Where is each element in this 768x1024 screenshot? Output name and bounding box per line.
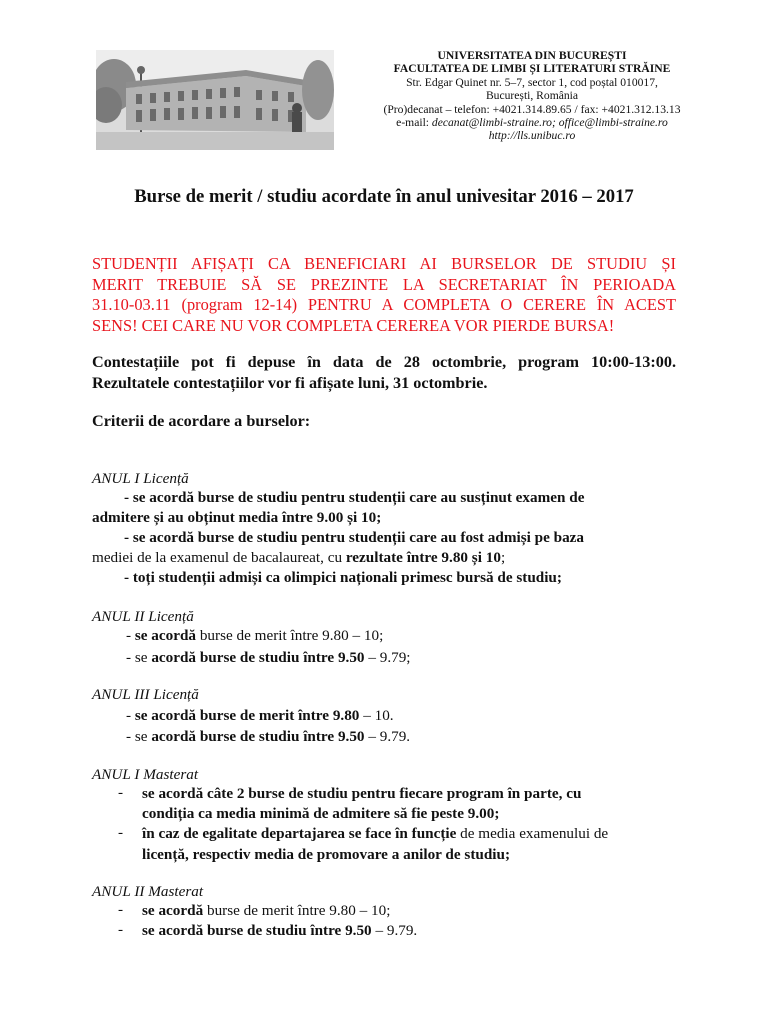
anul1-master-item2-bullet: - xyxy=(118,824,124,841)
anul1-master-item2-rest: de media examenului de xyxy=(456,825,609,842)
anul2-licenta-item2-prefix: - se xyxy=(126,649,152,666)
anul2-master-item2 xyxy=(142,921,417,942)
anul1-licenta-item2-bold: rezultate între 9.80 și 10 xyxy=(345,549,501,566)
section-anul1-master-title: ANUL I Masterat xyxy=(92,766,199,783)
anul3-licenta-item1-bold: se acordă burse de merit între 9.80 xyxy=(134,707,360,724)
section-anul3-licenta-title: ANUL III Licență xyxy=(92,686,199,703)
page-title: Burse de merit / studiu acordate în anul univesitar 2016 – 2017 xyxy=(134,186,634,207)
anul3-licenta-item1-rest: – 10. xyxy=(359,707,394,724)
section-anul1-licenta-title: ANUL I Licență xyxy=(92,470,189,487)
anul2-licenta-item1-rest: burse de merit între 9.80 – 10; xyxy=(196,627,384,644)
anul2-master-item2-rest: – 9.79. xyxy=(371,922,418,939)
notice-line-4: SENS! CEI CARE NU VOR COMPLETA CEREREA VOR PIERDE BURSA! xyxy=(92,315,615,335)
anul1-master-item1-line2: condiția ca media minimă de admitere să fie peste 9.00; xyxy=(142,805,500,822)
contest-info xyxy=(92,352,676,393)
email-addresses[interactable]: decanat@limbi-straine.ro; office@limbi-straine.ro xyxy=(431,116,668,130)
anul1-licenta-item1-line2: admitere și au obținut media între 9.00 și 10; xyxy=(92,509,382,526)
anul2-licenta-item1-prefix: - xyxy=(126,627,135,644)
section-anul2-licenta-title: ANUL II Licență xyxy=(92,608,194,625)
criteria-heading: Criterii de acordare a burselor: xyxy=(92,412,311,430)
university-building-photo xyxy=(96,50,334,150)
anul1-master-item2-bold: în caz de egalitate departajarea se face în funcție xyxy=(142,825,457,842)
anul2-master-item1-rest: burse de merit între 9.80 – 10; xyxy=(203,902,391,919)
anul2-licenta-item1-bold: se acordă xyxy=(134,627,197,644)
anul2-licenta-item2 xyxy=(126,648,411,669)
anul1-licenta-item3: - toți studenții admiși ca olimpici naționali primesc bursă de studiu; xyxy=(124,569,562,586)
anul1-licenta-item2-line1: - se acordă burse de studiu pentru studenții care au fost admiși pe baza xyxy=(124,529,585,546)
notice-line-2: MERIT TREBUIE SĂ SE PREZINTE LA SECRETARIAT ÎN PERIOADA xyxy=(92,274,676,294)
notice-line-3: 31.10-03.11 (program 12-14) PENTRU A COMPLETA O CERERE ÎN ACEST xyxy=(92,295,676,314)
section-anul2-master-title: ANUL II Masterat xyxy=(92,883,204,900)
address-line-2: București, România xyxy=(485,89,579,103)
anul2-licenta-item1 xyxy=(126,626,383,647)
notice-line-1: STUDENȚII AFIȘAȚI CA BENEFICIARI AI BURSELOR DE STUDIU ȘI xyxy=(92,254,676,273)
anul2-master-item1 xyxy=(142,901,390,922)
anul3-licenta-item2-prefix: - se xyxy=(126,728,152,745)
anul2-master-item1-bold: se acordă xyxy=(142,902,204,919)
anul1-licenta-item2-end: ; xyxy=(500,549,506,566)
anul2-licenta-item2-rest: – 9.79; xyxy=(364,649,411,666)
anul2-master-item1-bullet: - xyxy=(118,901,124,918)
anul3-licenta-item2-rest: – 9.79. xyxy=(364,728,411,745)
letterhead xyxy=(352,49,712,143)
email-line xyxy=(352,116,712,129)
anul1-licenta-item2-line2 xyxy=(92,548,505,569)
anul1-master-item1-line1: se acordă câte 2 burse de studiu pentru fiecare program în parte, cu xyxy=(142,785,582,802)
university-name: UNIVERSITATEA DIN BUCUREȘTI xyxy=(437,49,627,62)
faculty-name: FACULTATEA DE LIMBI ȘI LITERATURI STRĂINE xyxy=(393,62,671,76)
anul3-licenta-item1 xyxy=(126,706,394,727)
address-line-1: Str. Edgar Quinet nr. 5–7, sector 1, cod poștal 010017, xyxy=(406,75,658,89)
anul1-master-item1-bullet: - xyxy=(118,784,124,801)
email-label: e-mail: xyxy=(396,116,432,130)
anul2-master-item2-bullet: - xyxy=(118,921,124,938)
anul1-master-item2-line2: licență, respectiv media de promovare a anilor de studiu; xyxy=(142,846,510,863)
anul1-licenta-item1-line1: - se acordă burse de studiu pentru studenții care au susținut examen de xyxy=(124,489,585,506)
anul1-licenta-item2-normal: mediei de la examenul de bacalaureat, cu xyxy=(92,549,346,566)
anul2-licenta-item2-bold: acordă burse de studiu între 9.50 xyxy=(151,649,365,666)
anul3-licenta-item2 xyxy=(126,727,410,748)
contest-line-1: Contestațiile pot fi depuse în data de 28 octombrie, program 10:00-13:00. xyxy=(92,353,676,371)
anul3-licenta-item2-bold: acordă burse de studiu între 9.50 xyxy=(151,728,365,745)
phone-line: (Pro)decanat – telefon: +4021.314.89.65 / fax: +4021.312.13.13 xyxy=(383,102,681,116)
website-link[interactable]: http://lls.unibuc.ro xyxy=(488,129,576,143)
anul2-master-item2-bold: se acordă burse de studiu între 9.50 xyxy=(142,922,372,939)
anul3-licenta-item1-prefix: - xyxy=(126,707,135,724)
anul1-master-item2-line1 xyxy=(142,824,608,845)
contest-line-2: Rezultatele contestațiilor vor fi afișate luni, 31 octombrie. xyxy=(92,373,488,392)
important-notice xyxy=(92,254,676,336)
